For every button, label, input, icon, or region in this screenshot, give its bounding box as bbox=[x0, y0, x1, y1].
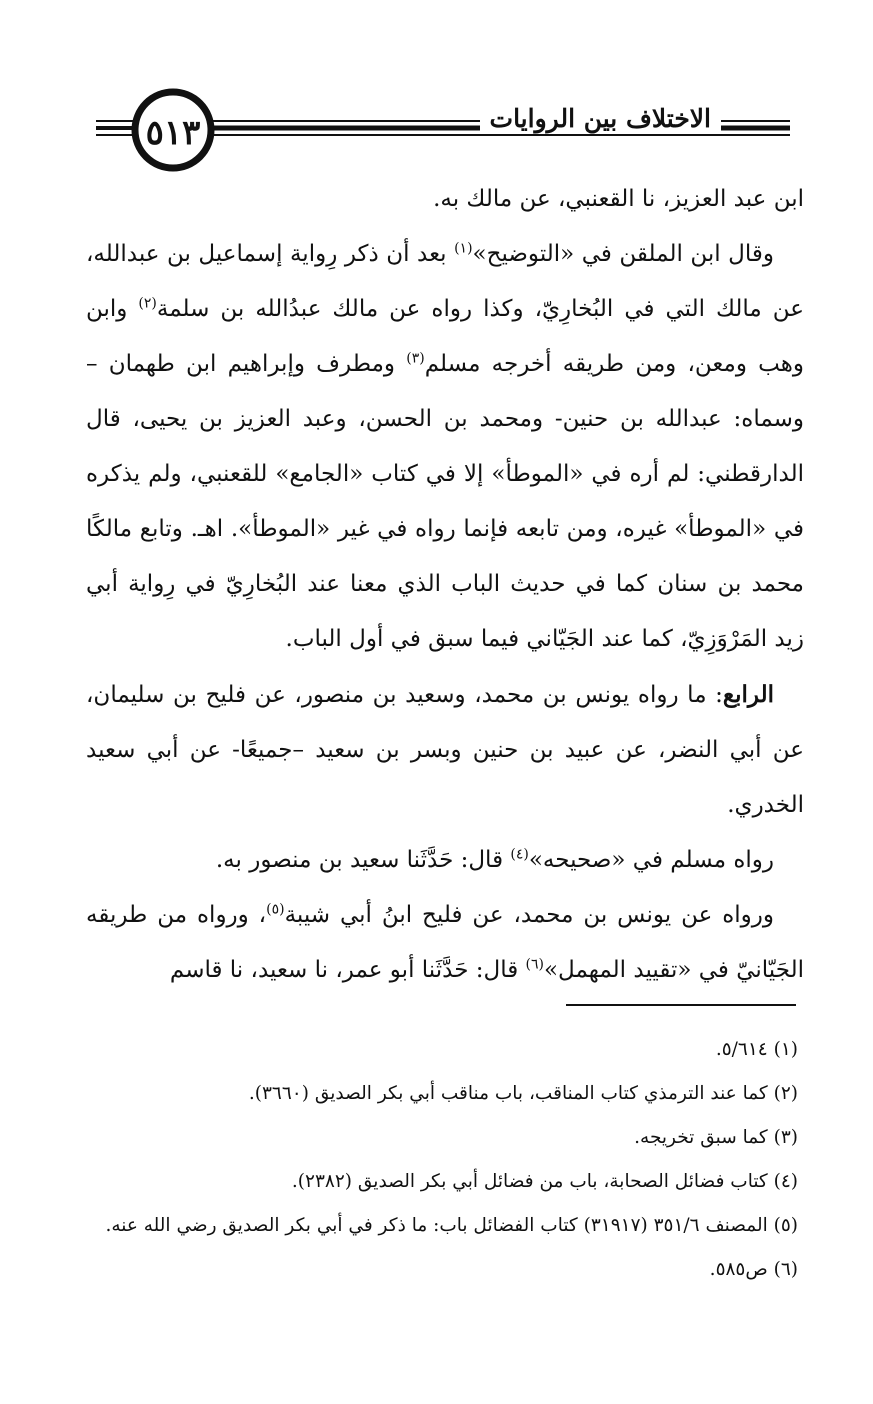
footnote-divider bbox=[566, 1004, 796, 1006]
text-segment: ومطرف وإبراهيم ابن طهمان –وسماه: عبدالله بن حنين- ومحمد بن الحسن، وعبد العزيز بن يحيى، قال الدارقطني: لم أره في «الموطأ» إلا في كتاب «الجامع» للقعنبي، ولم يذكره في «الموطأ» غيره، ومن تابعه فإنما رواه في غير «الموطأ». اهـ. وتابع مالكًا محمد بن سنان كما في حديث الباب الذي معنا عند البُخارِيّ في رِواية أبي زيد المَرْوَزِيّ، كما عند الجَيّاني فيما سبق في أول الباب. bbox=[86, 351, 804, 652]
text-segment: بعد أن ذكر رِواية إسماعيل بن عبدالله، عن مالك التي في البُخارِيّ، وكذا رواه عن مالك عبدُالله بن سلمة bbox=[86, 241, 804, 322]
page-header bbox=[0, 0, 873, 190]
footnotes bbox=[86, 1028, 798, 1292]
text-segment: قال: حَدَّثَنا سعيد بن منصور به. bbox=[215, 847, 511, 873]
running-title: الاختلاف بين الروايات bbox=[480, 104, 721, 133]
paragraph bbox=[86, 667, 804, 833]
paragraph bbox=[86, 833, 804, 888]
section-lead: الرابع bbox=[722, 681, 774, 708]
footnote-reference: (٤) bbox=[510, 846, 529, 863]
text-segment: وابن وهب ومعن، ومن طريقه أخرجه مسلم bbox=[86, 296, 804, 377]
footnote: (٢) كما عند الترمذي كتاب المناقب، باب مناقب أبي بكر الصديق (٣٦٦٠). bbox=[248, 1083, 798, 1104]
text-segment: رواه مسلم في «صحيحه» bbox=[528, 847, 774, 873]
footnote-reference: (٢) bbox=[138, 295, 157, 312]
footnote: (٣) كما سبق تخريجه. bbox=[634, 1127, 798, 1148]
paragraph bbox=[86, 888, 804, 998]
text-segment: وقال ابن الملقن في «التوضيح» bbox=[472, 241, 774, 267]
footnote: (٤) كتاب فضائل الصحابة، باب من فضائل أبي بكر الصديق (٢٣٨٢). bbox=[291, 1171, 798, 1192]
footnote-reference: (٦) bbox=[525, 956, 544, 973]
footnote-reference: (٣) bbox=[406, 350, 425, 367]
footnote: (١) ٥/٦١٤. bbox=[715, 1039, 798, 1060]
text-segment: ابن عبد العزيز، نا القعنبي، عن مالك به. bbox=[433, 186, 804, 212]
body-text bbox=[86, 172, 804, 998]
paragraph bbox=[86, 227, 804, 667]
footnote: (٦) ص٥٨٥. bbox=[709, 1259, 798, 1280]
text-segment: : ما رواه يونس بن محمد، وسعيد بن منصور، عن فليح بن سليمان، عن أبي النضر، عن عبيد بن حنين وبسر بن سعيد –جميعًا- عن أبي سعيد الخدري. bbox=[86, 682, 804, 818]
text-segment: ورواه عن يونس بن محمد، عن فليح ابنُ أبي شيبة bbox=[284, 902, 774, 928]
footnote-reference: (٥) bbox=[266, 901, 285, 918]
footnote-reference: (١) bbox=[454, 240, 473, 257]
paragraph bbox=[86, 172, 804, 227]
page-number: ٥١٣ bbox=[145, 113, 201, 153]
text-segment: قال: حَدَّثَنا أبو عمر، نا سعيد، نا قاسم bbox=[169, 957, 526, 983]
footnote: (٥) المصنف ٣٥١/٦ (٣١٩١٧) كتاب الفضائل باب: ما ذكر في أبي بكر الصديق رضي الله عنه. bbox=[105, 1215, 798, 1236]
text-segment: ، ورواه من طريقه الجَيّانيّ في «تقييد المهمل» bbox=[86, 902, 804, 983]
